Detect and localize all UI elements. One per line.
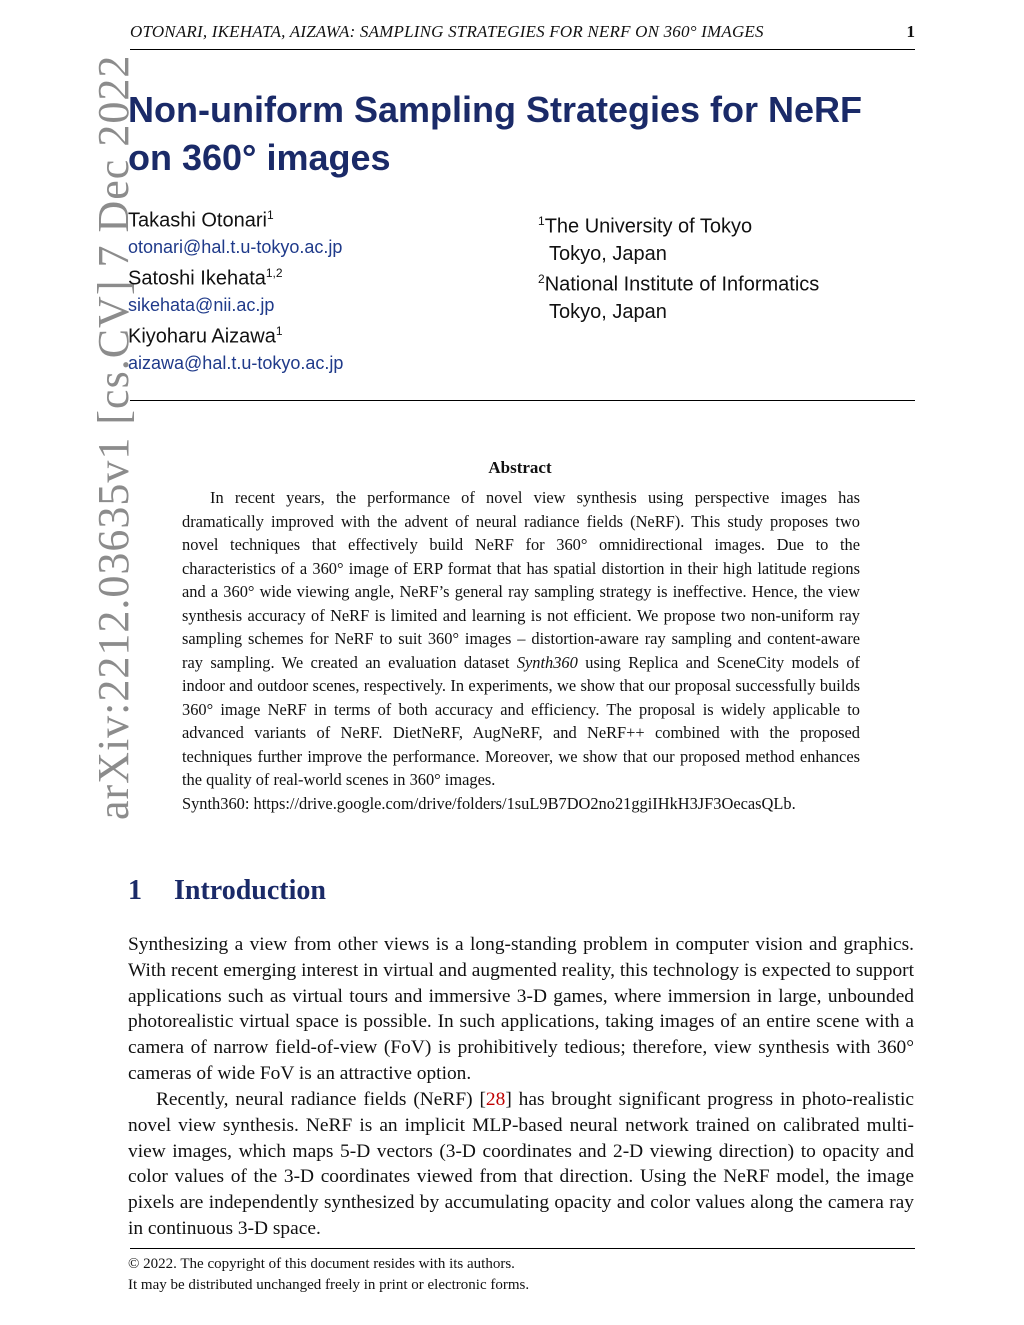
affiliation-1 (538, 208, 752, 268)
footer-line-2: It may be distributed unchanged freely in print or electronic forms. (128, 1277, 530, 1293)
affiliation-line1: National Institute of Informatics (544, 273, 820, 296)
paper-title (128, 86, 928, 182)
author-sup: 1 (275, 324, 283, 338)
author-name-text: Satoshi Ikehata (128, 267, 266, 290)
abstract-heading: Abstract (488, 458, 552, 477)
author-sup: 1 (266, 208, 274, 222)
intro-p2-text-1: Recently, neural radiance fields (NeRF) [ (156, 1089, 486, 1110)
arxiv-stamp: arXiv:2212.03635v1 [cs.CV] 7 Dec 2022 (89, 54, 138, 820)
abstract-dataset-link[interactable]: Synth360: https://drive.google.com/drive/folders/1suL9B7DO2no21ggiIHkH3JF3OecasQLb. (182, 793, 796, 813)
affiliation-2 (538, 266, 819, 326)
running-title: OTONARI, IKEHATA, AIZAWA: SAMPLING STRATEGIES FOR NERF ON 360° IMAGES (130, 22, 764, 41)
header-rule (130, 49, 915, 50)
abstract-text-1: In recent years, the performance of novel view synthesis using perspective images has dramatically improved with the advent of neural radiance fields (NeRF). This study proposes two novel techniques that effectively build NeRF for 360° omnidirectional images. Due to the characteristics of a 360° image of ERP format that has spatial distortion in their high latitude regions and a 360° wide viewing angle, NeRF’s general ray sampling strategy is ineffective. Hence, the view synthesis accuracy of NeRF is limited and learning is not efficient. We propose two non-uniform ray sampling schemes for NeRF to suit 360° images – distortion-aware ray sampling and content-aware ray sampling. We created an evaluation dataset (182, 488, 860, 672)
author-section-rule (130, 400, 915, 401)
intro-paragraph-1: Synthesizing a view from other views is a long-standing problem in computer vision and graphics. With recent emerging interest in virtual and augmented reality, this technology is expected to support applications such as virtual tours and immersive 3-D games, where immersion in large, unbounded photorealistic virtual space is possible. In such applications, taking images of an entire scene with a camera of narrow field-of-view (FoV) is prohibitively tedious; therefore, view synthesis with 360° cameras of wide FoV is an attractive option. (128, 934, 914, 1084)
page-number: 1 (906, 22, 915, 41)
intro-paragraph-2 (128, 1087, 914, 1242)
footer-rule (130, 1248, 915, 1249)
author-name-aizawa (128, 324, 283, 349)
author-email-ikehata[interactable]: sikehata@nii.ac.jp (128, 295, 275, 315)
title-line-1: Non-uniform Sampling Strategies for NeRF (128, 89, 863, 130)
abstract-text-2: using Replica and SceneCity models of indoor and outdoor scenes, respectively. In experiments, we show that our proposal successfully builds 360° image NeRF in terms of both accuracy and efficiency. The proposal is widely applicable to advanced variants of NeRF. DietNeRF, AugNeRF, and NeRF++ combined with the proposed techniques further improve the performance. Moreover, we show that our proposed method enhances the quality of real-world scenes in 360° images. (182, 652, 861, 789)
abstract-dataset-name: Synth360 (516, 652, 578, 672)
section-heading-introduction (128, 875, 326, 907)
abstract-body (182, 486, 860, 815)
running-header (130, 22, 915, 48)
footer-line-1: © 2022. The copyright of this document resides with its authors. (128, 1256, 515, 1272)
author-sup: 1,2 (265, 266, 283, 280)
author-email-aizawa[interactable]: aizawa@hal.t.u-tokyo.ac.jp (128, 353, 344, 373)
author-name-otonari (128, 208, 274, 233)
author-name-text: Takashi Otonari (128, 209, 267, 232)
author-name-text: Kiyoharu Aizawa (128, 325, 276, 348)
citation-link[interactable]: 28 (485, 1089, 506, 1110)
author-name-ikehata (128, 266, 283, 291)
affiliation-line1: The University of Tokyo (544, 215, 753, 238)
affiliation-sup: 1 (538, 214, 545, 228)
affiliation-sup: 2 (538, 272, 545, 286)
copyright-footer (128, 1254, 529, 1296)
intro-p2-text-2: ] has brought significant progress in photo-realistic novel view synthesis. NeRF is an implicit MLP-based neural network trained on calibrated multi-view images, which maps 5-D vectors (3-D coordinates and 2-D viewing direction) to opacity and color values of the 3-D coordinates viewed from that direction. Using the NeRF model, the image pixels are independently synthesized by accumulating opacity and color values along the camera ray in continuous 3-D space. (128, 1089, 914, 1239)
section-number: 1 (128, 875, 142, 906)
affiliation-line2: Tokyo, Japan (549, 300, 667, 323)
title-line-2: on 360° images (128, 137, 391, 178)
author-email-otonari[interactable]: otonari@hal.t.u-tokyo.ac.jp (128, 237, 343, 257)
section-title: Introduction (174, 875, 326, 906)
affiliation-line2: Tokyo, Japan (549, 242, 667, 265)
